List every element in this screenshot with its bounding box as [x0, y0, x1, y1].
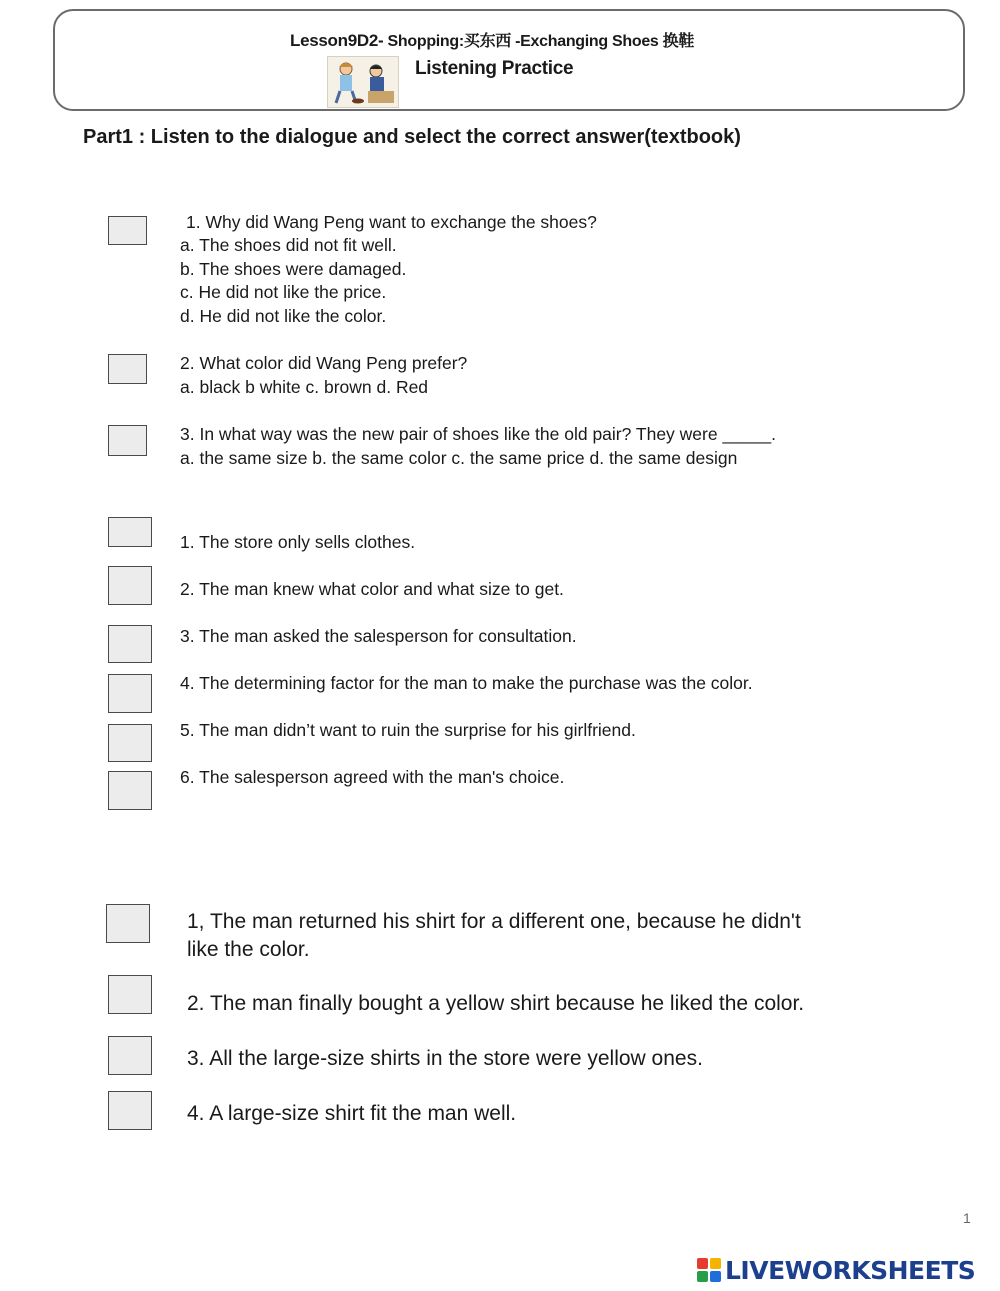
- logo-text: LIVEWORKSHEETS: [725, 1255, 976, 1285]
- answer-box-c3[interactable]: [108, 1036, 152, 1075]
- part1-heading: Part1 : Listen to the dialogue and select the correct answer(textbook): [83, 126, 741, 148]
- answer-box-b2[interactable]: [108, 566, 152, 605]
- liveworksheets-logo-icon: [697, 1258, 721, 1282]
- worksheet-subtitle: Listening Practice: [415, 58, 574, 79]
- lesson-title: [290, 28, 694, 51]
- q1-option-b: b. The shoes were damaged.: [180, 259, 407, 279]
- statement-b6: 6. The salesperson agreed with the man's choice.: [180, 767, 565, 787]
- answer-box-q2[interactable]: [108, 354, 147, 384]
- shoe-store-illustration: [327, 56, 399, 108]
- liveworksheets-logo[interactable]: [697, 1254, 975, 1286]
- statement-c1-line2: like the color.: [187, 938, 310, 961]
- answer-box-b1[interactable]: [108, 517, 152, 547]
- answer-box-c4[interactable]: [108, 1091, 152, 1130]
- answer-box-b6[interactable]: [108, 771, 152, 810]
- statement-b3: 3. The man asked the salesperson for consultation.: [180, 626, 577, 646]
- question-3: 3. In what way was the new pair of shoes like the old pair? They were _____.: [180, 424, 776, 444]
- answer-box-q3[interactable]: [108, 425, 147, 456]
- q3-options: a. the same size b. the same color c. the same price d. the same design: [180, 448, 738, 468]
- statement-c2: 2. The man finally bought a yellow shirt because he liked the color.: [187, 992, 805, 1015]
- q2-options: a. black b white c. brown d. Red: [180, 377, 429, 397]
- lesson-topic: Shopping:买东西 -Exchanging Shoes 换鞋: [383, 33, 695, 50]
- answer-box-b5[interactable]: [108, 724, 152, 762]
- statement-c3: 3. All the large-size shirts in the store were yellow ones.: [187, 1047, 703, 1070]
- statement-b5: 5. The man didn’t want to ruin the surprise for his girlfriend.: [180, 720, 636, 740]
- answer-box-c1[interactable]: [106, 904, 150, 943]
- answer-box-b3[interactable]: [108, 625, 152, 663]
- question-1: 1. Why did Wang Peng want to exchange the shoes?: [186, 212, 597, 232]
- page-number: 1: [963, 1210, 971, 1226]
- answer-box-c2[interactable]: [108, 975, 152, 1014]
- statement-c1-line1: 1, The man returned his shirt for a different one, because he didn't: [187, 910, 801, 933]
- statement-b2: 2. The man knew what color and what size to get.: [180, 579, 564, 599]
- q1-option-d: d. He did not like the color.: [180, 306, 387, 326]
- answer-box-b4[interactable]: [108, 674, 152, 713]
- question-2: 2. What color did Wang Peng prefer?: [180, 353, 468, 373]
- q1-option-c: c. He did not like the price.: [180, 282, 387, 302]
- q1-option-a: a. The shoes did not fit well.: [180, 235, 397, 255]
- lesson-code: Lesson9D2-: [290, 31, 384, 50]
- statement-b4: 4. The determining factor for the man to make the purchase was the color.: [180, 673, 753, 693]
- answer-box-q1[interactable]: [108, 216, 147, 245]
- statement-b1: 1. The store only sells clothes.: [180, 532, 416, 552]
- statement-c4: 4. A large-size shirt fit the man well.: [187, 1102, 517, 1125]
